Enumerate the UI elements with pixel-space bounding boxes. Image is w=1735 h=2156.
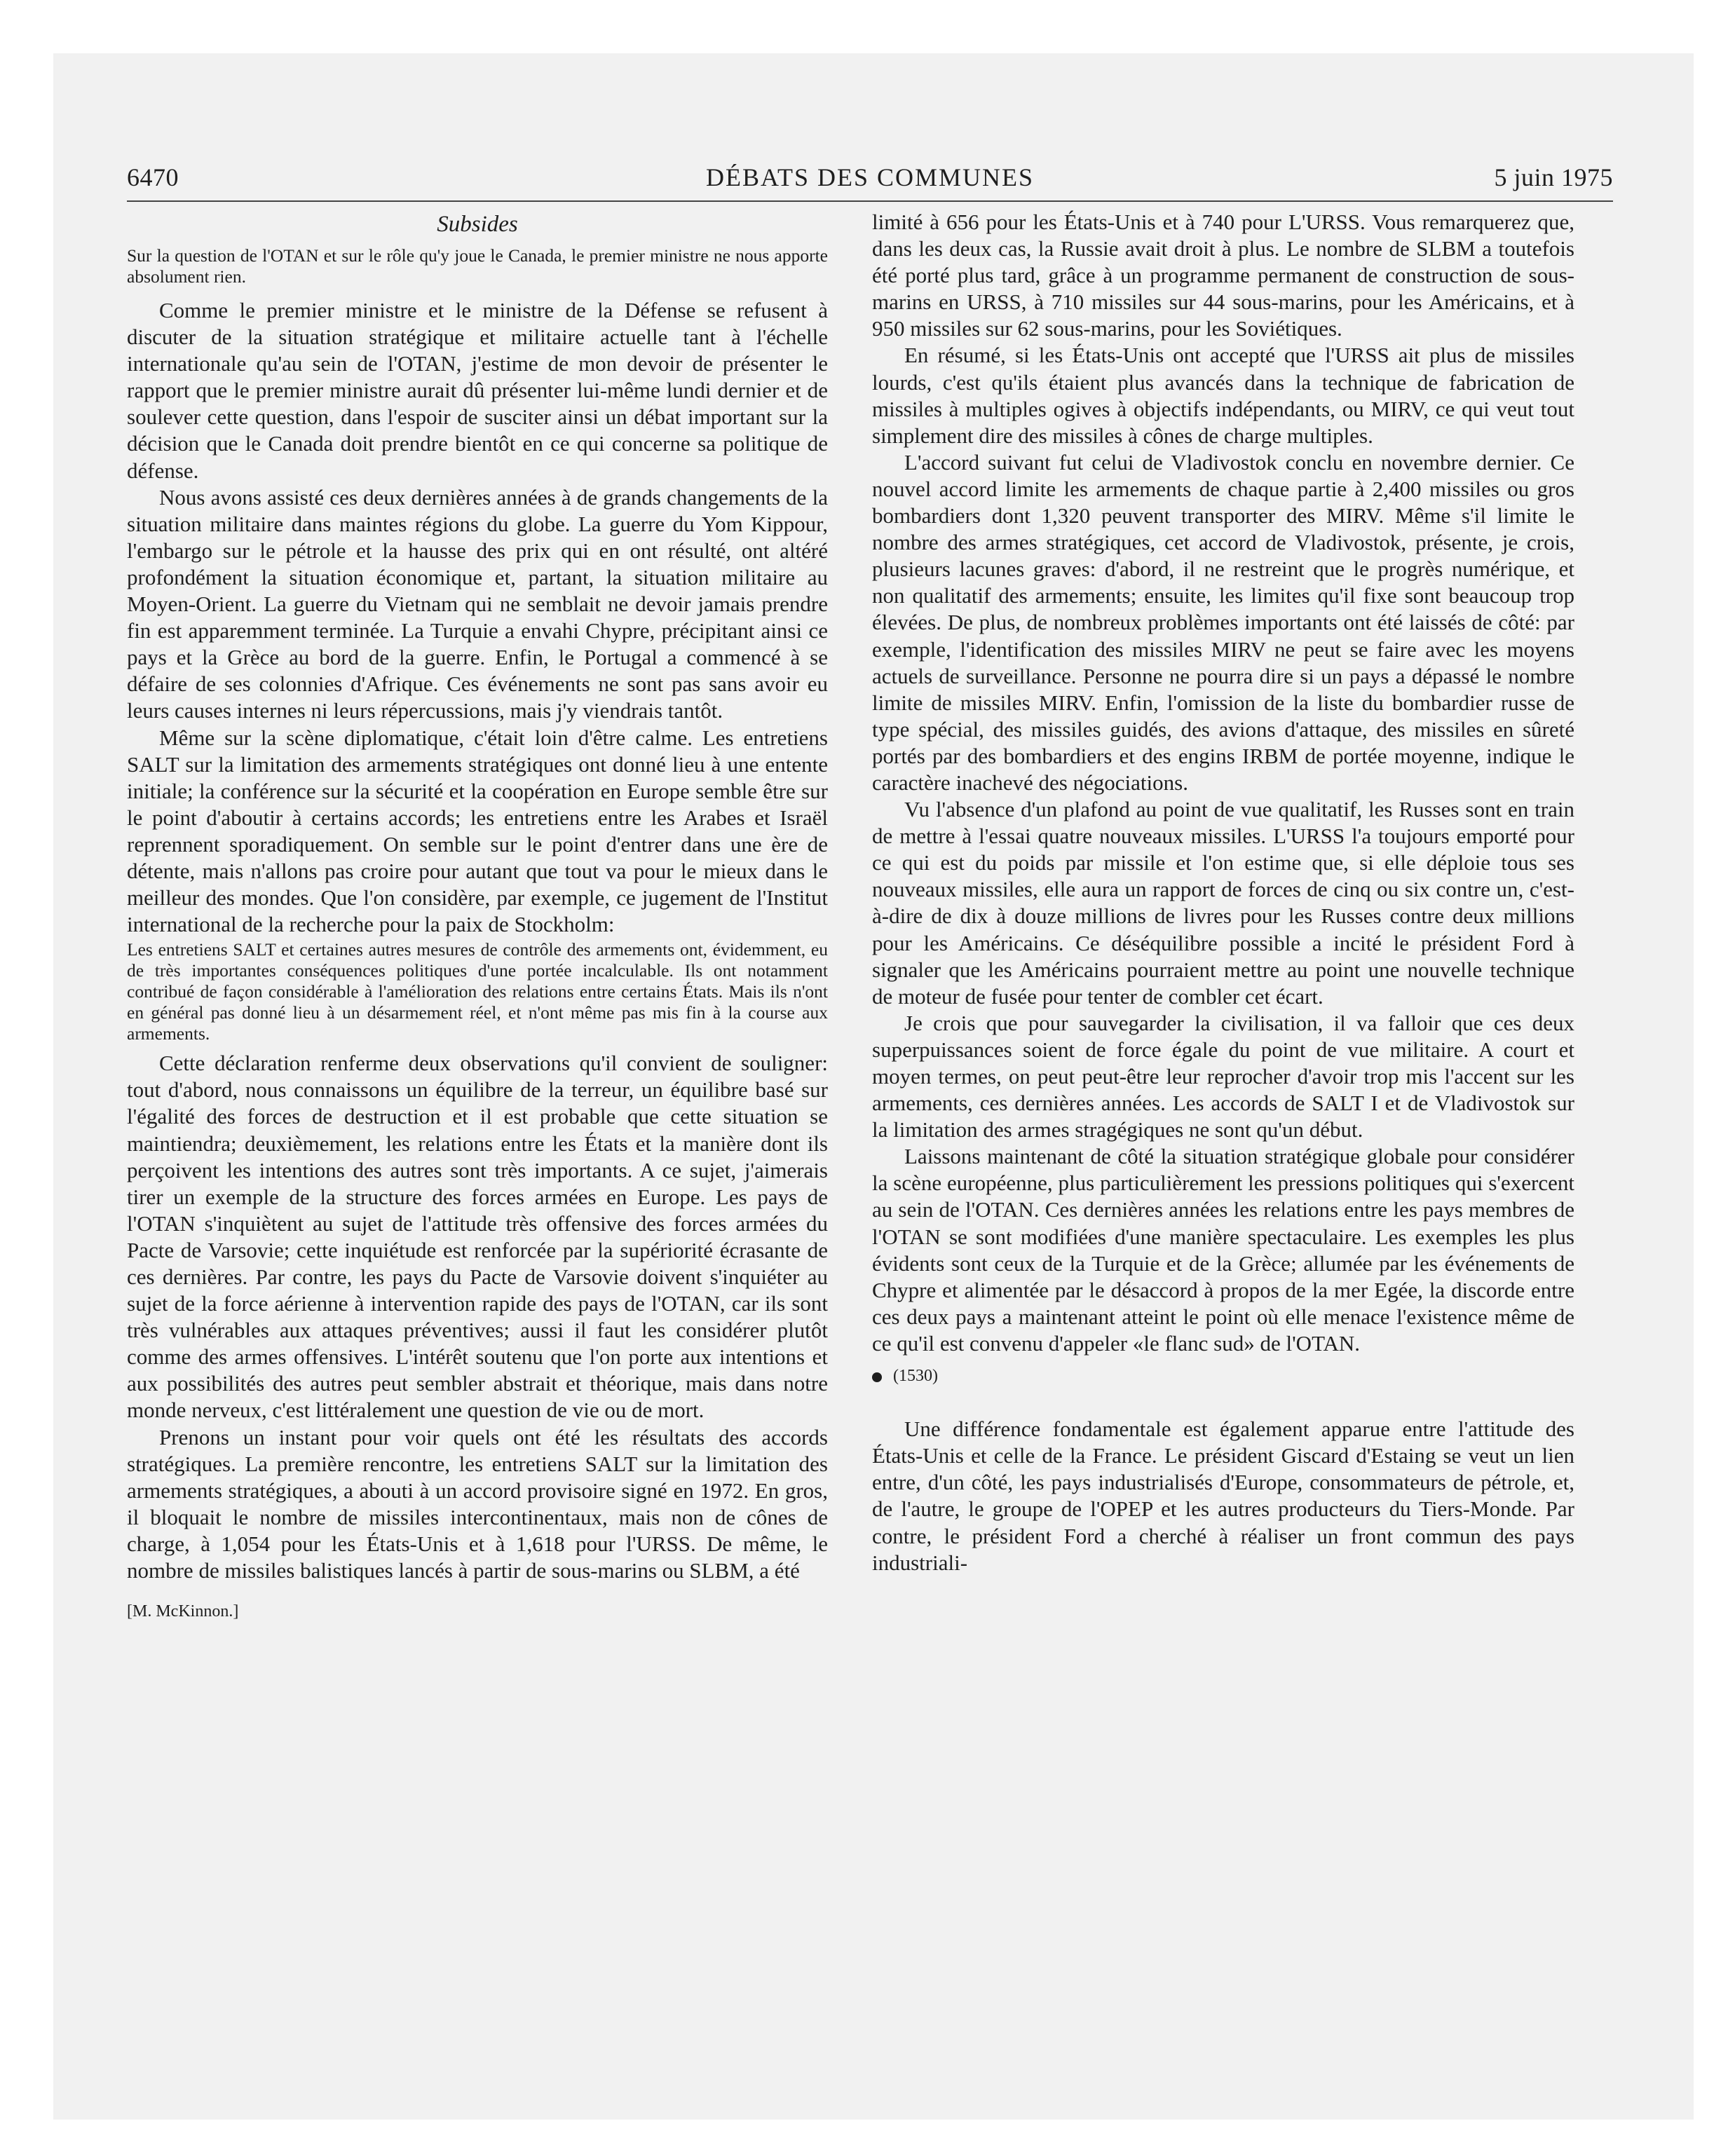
paragraph: Laissons maintenant de côté la situation stratégique globale pour considérer la scène européenne, plus particulièrement les pressions politiques qui s'exercent au sein de l'OTAN. Ces dernières années les relations entre les pays membres de l'OTAN se sont modifiées d'une manière spectaculaire. Les exemples les plus évidents sont ceux de la Turquie et de la Grèce; allumée par les événements de Chypre et alimentée par le désaccord à propos de la mer Egée, la discorde entre ces deux pays a maintenant atteint le point où elle menace l'existence même de ce qu'il est convenu d'appeler «le flanc sud» de l'OTAN. xyxy=(872,1144,1574,1356)
paragraph: Cette déclaration renferme deux observations qu'il convient de souligner: tout d'abord, nous connaissons un équilibre de la terreur, un équilibre basé sur l'égalité des forces de destruction et il est probable que cette situation se maintiendra; deuxièmement, les relations entre les États et la manière dont ils perçoivent les intentions des autres sont très importants. A ce sujet, j'aimerais tirer un exemple de la structure des forces armées en Europe. Les pays de l'OTAN s'inquiètent au sujet de l'attitude très offensive des forces armées du Pacte de Varsovie; cette inquiétude est renforcée par la supériorité écrasante de ces dernières. Par contre, les pays du Pacte de Varsovie doivent s'inquiéter au sujet de la force aérienne à intervention rapide des pays de l'OTAN, car ils sont très vulnérables aux attaques préventives; aussi il faut les considérer plutôt comme des armes offensives. L'intérêt soutenu que l'on porte aux intentions et aux possibilités des autres peut sembler abstrait et théorique, mais dans notre monde nerveux, c'est littéralement une question de vie ou de mort. xyxy=(127,1051,828,1423)
paragraph: Prenons un instant pour voir quels ont été les résultats des accords stratégiques. La première rencontre, les entretiens SALT sur la limitation des armements stratégiques, a abouti à un accord provisoire signé en 1972. En gros, il bloquait le nombre de missiles intercontinentaux, mais non de cônes de charge, à 1,054 pour les États-Unis et à 1,618 pour l'URSS. De même, le nombre de missiles balistiques lancés à partir de sous-marins ou SLBM, a été xyxy=(127,1424,828,1583)
publication-title: DÉBATS DES COMMUNES xyxy=(705,163,1035,191)
paragraph: limité à 656 pour les États-Unis et à 740 pour L'URSS. Vous remarquerez que, dans les deux cas, la Russie avait droit à plus. Le nombre de SLBM a toutefois été porté plus tard, grâce à un programme permanent de construction de sous-marins en URSS, à 710 missiles sur 44 sous-marins, pour les Américains, et à 950 missiles sur 62 sous-marins, pour les Soviétiques. xyxy=(872,210,1574,341)
time-marker-text: (1530) xyxy=(893,1367,938,1386)
block-quote xyxy=(127,939,828,1044)
paragraph: Je crois que pour sauvegarder la civilisation, il va falloir que ces deux superpuissances soient de force égale du point de vue militaire. A court et moyen termes, on peut peut-être leur reprocher d'avoir trop mis l'accent sur les armements, ces dernières années. Les accords de SALT I et de Vladivostok sur la limitation des armes stragégiques ne sont qu'un début. xyxy=(872,1010,1574,1142)
speaker-label: [M. McKinnon.] xyxy=(127,1602,239,1621)
paragraph: En résumé, si les États-Unis ont accepté que l'URSS ait plus de missiles lourds, c'est qu'ils étaient plus avancés dans la technique de fabrication de missiles à multiples ogives à objectifs indépendants, ou MIRV, ce qui veut tout simplement dire des missiles à cônes de charge multiples. xyxy=(872,343,1574,448)
right-column xyxy=(872,209,1574,1576)
section-title: Subsides xyxy=(437,212,518,237)
paragraph: Nous avons assisté ces deux dernières années à de grands changements de la situation militaire dans maintes régions du globe. La guerre du Yom Kippour, l'embargo sur le pétrole et la hausse des prix qui en ont résulté, ont altéré profondément la situation économique et, partant, la situation militaire au Moyen-Orient. La guerre du Vietnam qui ne semblait ne devoir jamais prendre fin est apparemment terminée. La Turquie a envahi Chypre, précipitant ainsi ce pays et la Grèce au bord de la guerre. Enfin, le Portugal a commencé à se défaire de ses colonnies d'Afrique. Ces événements ne sont pas sans avoir eu leurs causes internes ni leurs répercussions, mais j'y viendrais tantôt. xyxy=(127,484,828,723)
quote-text: Les entretiens SALT et certaines autres mesures de contrôle des armements ont, évidemment, eu de très importantes conséquences politiques d'une portée incalculable. Ils ont notamment contribué de façon considérable à l'amélioration des relations entre certains États. Mais ils n'ont en général pas donné lieu à un désarmement réel, et n'ont même pas mis fin à la course aux armements. xyxy=(127,939,828,1044)
scanned-page xyxy=(53,53,1694,2120)
paragraph: L'accord suivant fut celui de Vladivostok conclu en novembre dernier. Ce nouvel accord limite les armements de chaque partie à 2,400 missiles ou gros bombardiers dont 1,320 peuvent transporter des MIRV. Même s'il limite le nombre des armes stratégiques, cet accord de Vladivostok, présente, je crois, plusieurs lacunes graves: d'abord, il ne restreint que le progrès numérique, et non qualitatif des armements; ensuite, les limites qu'il fixe sont beaucoup trop élevées. De plus, de nombreux problèmes importants ont été laissés de côté: par exemple, l'identification des missiles MIRV ne peut se faire avec les moyens actuels de surveillance. Personne ne pourra dire si un pays a dépassé le nombre limite de missiles MIRV. Enfin, l'omission de la liste du bombardier russe de type spécial, des missiles guidés, des avions d'attaque, des missiles en sûreté portés par des bombardiers et des engins IRBM de portée moyenne, indique le caractère inachevé des négociations. xyxy=(872,449,1574,795)
paragraph: Vu l'absence d'un plafond au point de vue qualitatif, les Russes sont en train de mettre à l'essai quatre nouveaux missiles. L'URSS l'a toujours emporté pour ce qui est du poids par missile et l'on estime que, si elle déploie tous ses nouveaux missiles, elle aura un rapport de forces de cinq ou six contre un, c'est-à-dire de dix à douze millions de livres pour les Russes contre deux millions pour les Américains. Ce déséquilibre possible a incité le président Ford à signaler que les Américains pourraient mettre au point une nouvelle technique de moteur de fusée pour tenter de combler cet écart. xyxy=(872,797,1574,1009)
paragraph: Comme le premier ministre et le ministre de la Défense se refusent à discuter de la situation stratégique et militaire actuelle tant à l'échelle internationale qu'au sein de l'OTAN, j'estime de mon devoir de présenter le rapport que le premier ministre aurait dû présenter lui-même lundi dernier et de soulever cette question, dans l'espoir de susciter ainsi un débat important sur la décision que le Canada doit prendre bientôt en ce qui concerne sa politique de défense. xyxy=(127,298,828,483)
paragraph: Une différence fondamentale est également apparue entre l'attitude des États-Unis et celle de la France. Le président Giscard d'Estaing se veut un lien entre, d'un côté, les pays industrialisés d'Europe, consommateurs de pétrole, et, de l'autre, le groupe de l'OPEP et les autres producteurs du Tiers-Monde. Par contre, le président Ford a cherché à réaliser un front commun des pays industriali- xyxy=(872,1417,1574,1575)
intro-paragraph: Sur la question de l'OTAN et sur le rôle qu'y joue le Canada, le premier ministre ne nous apporte absolument rien. xyxy=(127,245,828,287)
page-header xyxy=(127,158,1613,202)
time-marker xyxy=(872,1363,1574,1389)
paragraph: Même sur la scène diplomatique, c'était loin d'être calme. Les entretiens SALT sur la limitation des armements stratégiques ont donné lieu à une entente initiale; la conférence sur la sécurité et la coopération en Europe semble être sur le point d'aboutir à certains accords; les entretiens entre les Arabes et Israël reprennent sporadiquement. On semble sur le point d'entrer dans une ère de détente, mais n'allons pas croire pour autant que tout va pour le mieux dans le meilleur des mondes. Que l'on considère, par exemple, ce jugement de l'Institut international de la recherche pour la paix de Stockholm: xyxy=(127,725,828,937)
page-number: 6470 xyxy=(127,163,179,191)
page-date: 5 juin 1975 xyxy=(1494,163,1613,191)
left-column xyxy=(127,209,828,1625)
bullet-icon xyxy=(872,1372,882,1382)
